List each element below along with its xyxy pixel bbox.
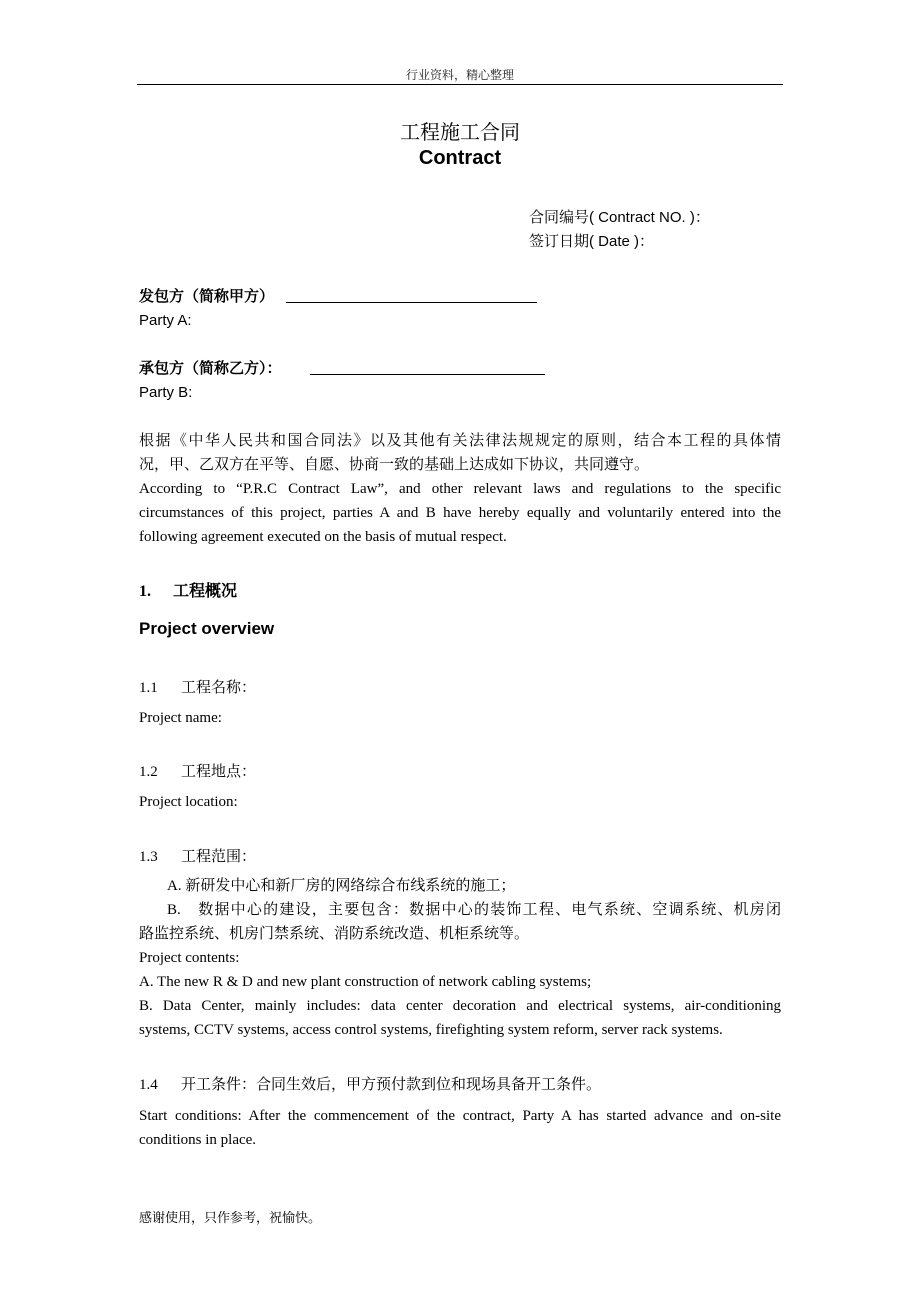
party-a-label-zh: 发包方（简称甲方） bbox=[139, 289, 275, 305]
intro-en-line: following agreement executed on the basis of mutual respect. bbox=[139, 529, 507, 545]
project-contents-label: Project contents: bbox=[139, 950, 240, 966]
start-conditions-en-line: conditions in place. bbox=[139, 1132, 257, 1148]
item-number: 1.3 bbox=[139, 849, 158, 865]
scope-b-en-line: B. Data Center, mainly includes: data center decoration and electrical systems, air-conditioning bbox=[139, 998, 781, 1014]
start-conditions-zh: 开工条件：合同生效后，甲方预付款到位和现场具备开工条件。 bbox=[181, 1077, 602, 1093]
item-1-2-heading bbox=[139, 760, 256, 784]
scope-block bbox=[139, 874, 781, 1042]
item-1-3-heading bbox=[139, 845, 256, 869]
start-conditions-en bbox=[139, 1104, 781, 1152]
party-a-label-en: Party A: bbox=[139, 312, 192, 329]
scope-b-en-line: systems, CCTV systems, access control systems, firefighting system reform, server rack systems. bbox=[139, 1022, 723, 1038]
item-label-zh: 工程名称： bbox=[181, 680, 257, 696]
scope-a-zh: A. 新研发中心和新厂房的网络综合布线系统的施工； bbox=[167, 878, 516, 894]
party-b-blank-line bbox=[310, 374, 545, 375]
party-a-blank-line bbox=[286, 302, 537, 303]
sign-date-label: 签订日期( Date )： bbox=[529, 233, 655, 250]
contract-number-label: 合同编号( Contract NO. )： bbox=[529, 209, 710, 226]
title-chinese: 工程施工合同 bbox=[400, 122, 520, 144]
item-1-1-heading bbox=[139, 676, 256, 700]
intro-zh-line: 况，甲、乙双方在平等、自愿、协商一致的基础上达成如下协议，共同遵守。 bbox=[139, 457, 650, 473]
title-english: Contract bbox=[418, 147, 502, 169]
scope-b-zh-line: 路监控系统、机房门禁系统、消防系统改造、机柜系统等。 bbox=[139, 926, 530, 942]
project-location-label: Project location: bbox=[139, 794, 238, 810]
intro-paragraph bbox=[139, 429, 781, 549]
project-name-label: Project name: bbox=[139, 710, 222, 726]
item-number: 1.4 bbox=[139, 1077, 158, 1093]
section-number: 1. bbox=[139, 583, 151, 600]
scope-a-en: A. The new R & D and new plant construction of network cabling systems; bbox=[139, 974, 592, 990]
item-1-4-heading bbox=[139, 1073, 601, 1097]
section-title-zh: 工程概况 bbox=[173, 583, 238, 600]
page-header: 行业资料，精心整理 bbox=[405, 68, 514, 82]
party-b-label-en: Party B: bbox=[139, 384, 193, 401]
intro-en-line: According to “P.R.C Contract Law”, and other relevant laws and regulations to the specific bbox=[139, 481, 781, 497]
scope-b-zh-line: B. 数据中心的建设，主要包含：数据中心的装饰工程、电气系统、空调系统、机房闭 bbox=[167, 902, 781, 918]
item-number: 1.2 bbox=[139, 764, 158, 780]
section-1-heading bbox=[139, 580, 237, 604]
page-footer: 感谢使用，只作参考，祝愉快。 bbox=[139, 1210, 322, 1225]
item-number: 1.1 bbox=[139, 680, 158, 696]
item-label-zh: 工程范围： bbox=[181, 849, 257, 865]
header-rule bbox=[137, 84, 783, 85]
party-b-label-zh: 承包方（简称乙方）： bbox=[139, 361, 282, 377]
start-conditions-en-line: Start conditions: After the commencement of the contract, Party A has started advance and on-site bbox=[139, 1108, 781, 1124]
intro-zh-line: 根据《中华人民共和国合同法》以及其他有关法律法规规定的原则，结合本工程的具体情 bbox=[139, 433, 781, 449]
item-label-zh: 工程地点： bbox=[181, 764, 257, 780]
intro-en-line: circumstances of this project, parties A and B have hereby equally and voluntarily entered into the bbox=[139, 505, 781, 521]
section-1-title-en: Project overview bbox=[139, 619, 275, 638]
